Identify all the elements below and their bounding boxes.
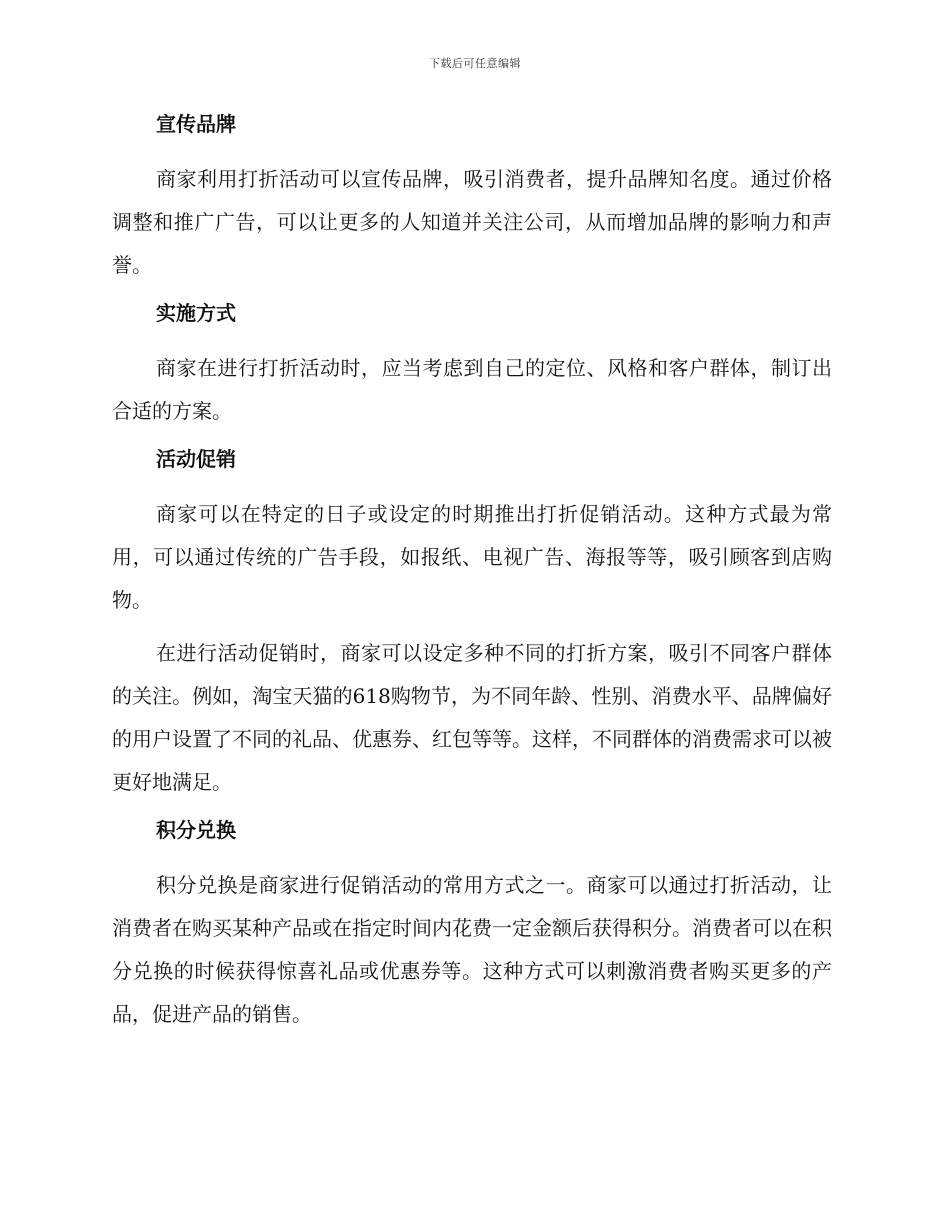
paragraph: 商家在进行打折活动时，应当考虑到自己的定位、风格和客户群体，制订出合适的方案。 — [112, 356, 832, 423]
paragraph: 积分兑换是商家进行促销活动的常用方式之一。商家可以通过打折活动，让消费者在购买某种产品或在指定时间内花费一定金额后获得积分。消费者可以在积分兑换的时候获得惊喜礼品或优惠券等。这种方式可以刺激消费者购买更多的产品，促进产品的销售。 — [112, 873, 832, 1026]
section-heading: 积分兑换 — [156, 818, 236, 842]
paragraph: 在进行活动促销时，商家可以设定多种不同的打折方案，吸引不同客户群体的关注。例如，淘宝天猫的618购物节，为不同年龄、性别、消费水平、品牌偏好的用户设置了不同的礼品、优惠券、红包等等。这样，不同群体的消费需求可以被更好地满足。 — [112, 641, 832, 794]
section-heading: 实施方式 — [156, 301, 236, 325]
page-header-note: 下载后可任意编辑 — [429, 57, 521, 70]
section-points-exchange — [112, 814, 832, 1036]
paragraph: 商家可以在特定的日子或设定的时期推出打折促销活动。这种方式最为常用，可以通过传统的广告手段，如报纸、电视广告、海报等等，吸引顾客到店购物。 — [112, 502, 832, 612]
document-body — [112, 108, 832, 1046]
section-heading: 宣传品牌 — [156, 112, 236, 136]
paragraph: 商家利用打折活动可以宣传品牌，吸引消费者，提升品牌知名度。通过价格调整和推广广告，可以让更多的人知道并关注公司，从而增加品牌的影响力和声誉。 — [112, 167, 832, 277]
section-brand-promotion — [112, 108, 832, 287]
section-event-promotion — [112, 443, 832, 804]
section-implementation — [112, 297, 832, 433]
section-heading: 活动促销 — [156, 447, 236, 471]
